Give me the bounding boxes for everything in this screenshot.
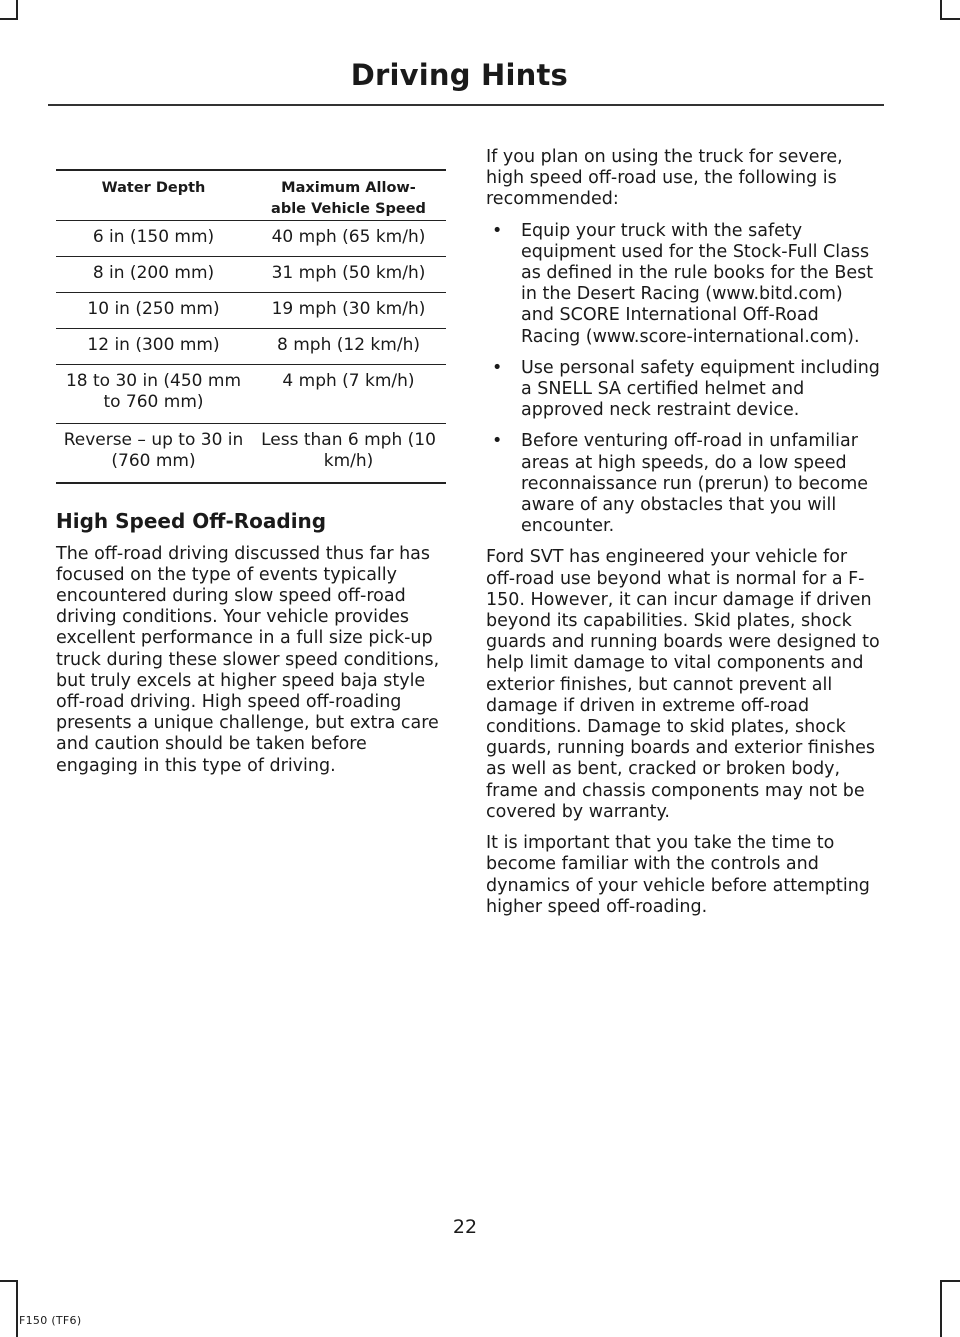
crop-mark-bottom-left-h — [0, 1280, 18, 1282]
document-code: F150 (TF6) — [19, 1314, 82, 1327]
crop-mark-top-right-h — [940, 18, 960, 20]
column-header-max-speed: Maximum Allow- able Vehicle Speed — [271, 180, 426, 217]
table-header-row — [56, 170, 446, 221]
crop-mark-bottom-right-h — [940, 1280, 960, 1282]
cell-water-depth: 6 in (150 mm) — [56, 221, 251, 257]
table-row — [56, 424, 446, 483]
cell-water-depth: 8 in (200 mm) — [56, 257, 251, 293]
table-row — [56, 221, 446, 257]
list-item — [486, 358, 881, 422]
cell-max-speed: Less than 6 mph (10 km/h) — [251, 424, 446, 483]
crop-mark-bottom-left-v — [16, 1280, 18, 1337]
left-column — [56, 169, 446, 787]
bullet-icon: • — [492, 431, 503, 452]
body-paragraph: Ford SVT has engineered your vehicle for off-road use beyond what is normal for a F-150. However, it can incur damage if driven beyond its capabilities. Skid plates, shock guards and running boards were designed to help limit damage to vital components and exterior finishes, but cannot prevent all damage if driven in extreme off-road conditions. Damage to skid plates, shock guards, running boards and exterior finishes as well as bent, cracked or broken body, frame and chassis components may not be covered by warranty. — [486, 547, 880, 822]
cell-max-speed: 40 mph (65 km/h) — [251, 221, 446, 257]
section-heading: High Speed Off-Roading — [56, 508, 327, 533]
column-header-water-depth: Water Depth — [101, 180, 206, 196]
cell-max-speed: 19 mph (30 km/h) — [251, 293, 446, 329]
body-paragraph: It is important that you take the time to become familiar with the controls and dynamics of your vehicle before attempting higher speed off-roading. — [486, 833, 870, 917]
body-paragraph: The off-road driving discussed thus far has focused on the type of events typically encountered during slow speed off-road driving conditions. Your vehicle provides excellent performance in a full size pick-up truck during these slower speed conditions, but truly excels at higher speed baja style off-road driving. High speed off-roading presents a unique challenge, but extra care and caution should be taken before engaging in this type of driving. — [56, 543, 440, 776]
list-item-text: Equip your truck with the safety equipment used for the Stock-Full Class as defined in the rule books for the Best in the Desert Racing (www.bitd.com) and SCORE International Off-Road Racing (www.score-international.com). — [521, 220, 874, 347]
cell-water-depth: 18 to 30 in (450 mm to 760 mm) — [56, 365, 251, 424]
table-row — [56, 293, 446, 329]
list-item-text: Before venturing off-road in unfamiliar areas at high speeds, do a low speed reconnaissance run (prerun) to become aware of any obstacles that you will encounter. — [521, 431, 869, 537]
bullet-icon: • — [492, 220, 503, 241]
cell-max-speed: 4 mph (7 km/h) — [251, 365, 446, 424]
cell-water-depth: 12 in (300 mm) — [56, 329, 251, 365]
crop-mark-top-left-v — [16, 0, 18, 20]
page-title: Driving Hints — [350, 58, 568, 92]
cell-max-speed: 8 mph (12 km/h) — [251, 329, 446, 365]
intro-paragraph: If you plan on using the truck for severe, high speed off-road use, the following is recommended: — [486, 147, 843, 210]
cell-water-depth: Reverse – up to 30 in (760 mm) — [56, 424, 251, 483]
list-item-text: Use personal safety equipment including a SNELL SA certified helmet and approved neck restraint device. — [521, 357, 880, 421]
right-column — [486, 147, 881, 928]
crop-mark-top-right-v — [940, 0, 942, 20]
recommendation-list — [486, 221, 881, 538]
header-divider — [48, 104, 884, 106]
crop-mark-bottom-right-v — [940, 1280, 942, 1337]
table-row — [56, 329, 446, 365]
water-depth-table — [56, 169, 446, 484]
list-item — [486, 221, 881, 348]
list-item — [486, 431, 881, 537]
page-number: 22 — [452, 1216, 478, 1238]
bullet-icon: • — [492, 357, 503, 378]
cell-water-depth: 10 in (250 mm) — [56, 293, 251, 329]
cell-max-speed: 31 mph (50 km/h) — [251, 257, 446, 293]
table-row — [56, 365, 446, 424]
table-row — [56, 257, 446, 293]
crop-mark-top-left-h — [0, 18, 18, 20]
